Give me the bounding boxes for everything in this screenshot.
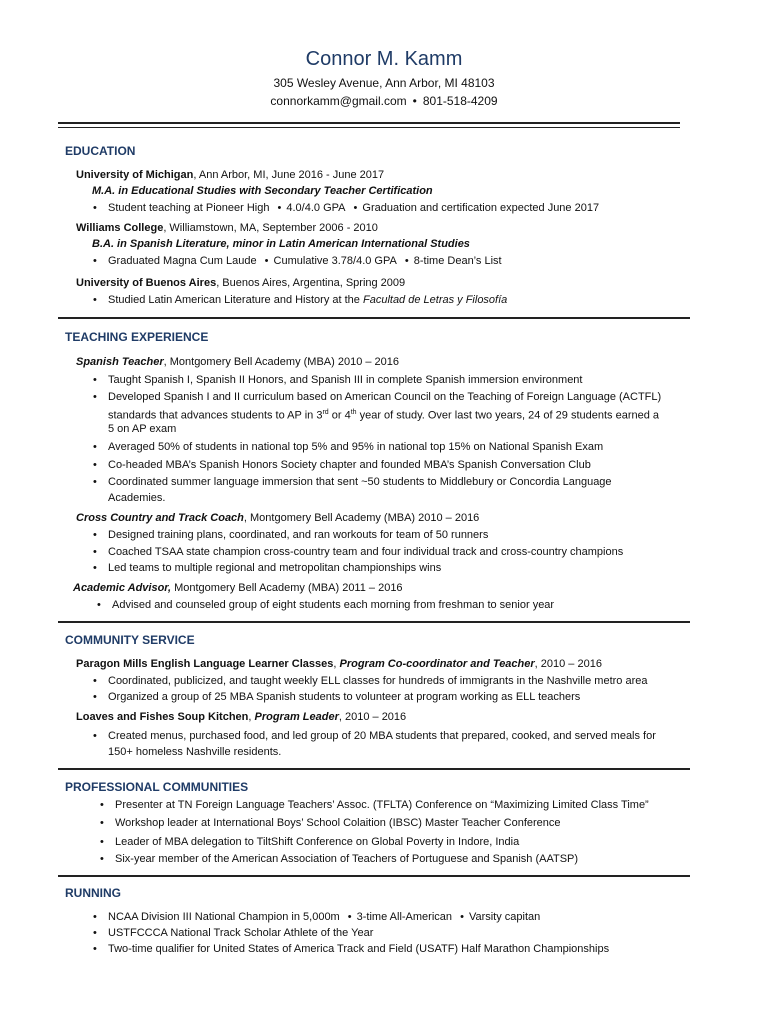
running-bullet: • NCAA Division III National Champion in 5,000m • 3-time All-American • Varsity capitan [108,910,540,924]
professional-bullet: • Workshop leader at International Boys’ School Colaition (IBSC) Master Teacher Conference [115,816,561,830]
edu-umich-degree: M.A. in Educational Studies with Secondary Teacher Certification [92,185,433,197]
running-bullet: • Two-time qualifier for United States of America Track and Field (USATF) Half Marathon Championships [108,942,609,956]
professional-bullet: • Leader of MBA delegation to TiltShift Conference on Global Poverty in Indore, India [115,835,519,849]
running-bullet: • USTFCCCA National Track Scholar Athlete of the Year [108,926,373,940]
section-divider [58,875,690,877]
edu-williams: Williams College, Williamstown, MA, September 2006 - 2010 [76,222,378,234]
phone: 801-518-4209 [422,94,498,108]
section-divider [58,317,690,319]
coach-bullet: • Coached TSAA state champion cross-country team and four individual track and cross-country champions [108,545,623,559]
email: connorkamm@gmail.com [270,94,407,108]
teaching-bullet: • Coordinated summer language immersion that sent ~50 students to Middlebury or Concordia Language [108,475,612,489]
section-divider [58,768,690,770]
service-loaves: Loaves and Fishes Soup Kitchen, Program Leader, 2010 – 2016 [76,711,407,723]
section-divider [58,621,690,623]
service-bullet: • Created menus, purchased food, and led group of 20 MBA students that prepared, cooked, and served meals for [108,729,656,743]
service-bullet: • Coordinated, publicized, and taught weekly ELL classes for hundreds of immigrants in the Nashville metro area [108,674,648,688]
coach-bullet: • Led teams to multiple regional and metropolitan championships wins [108,561,441,575]
job-spanish-teacher: Spanish Teacher, Montgomery Bell Academy (MBA) 2010 – 2016 [76,356,400,368]
edu-umich: University of Michigan, Ann Arbor, MI, June 2016 - June 2017 [76,169,385,181]
address: 305 Wesley Avenue, Ann Arbor, MI 48103 [273,76,495,90]
section-heading-running: RUNNING [65,886,121,900]
service-paragon: Paragon Mills English Language Learner Classes, Program Co-coordinator and Teacher, 2010 – 2016 [76,658,602,670]
section-heading-education: EDUCATION [65,144,136,158]
service-bullet: • Organized a group of 25 MBA Spanish students to volunteer at program working as ELL teachers [108,690,580,704]
teaching-bullet: • Co-headed MBA’s Spanish Honors Society chapter and founded MBA’s Spanish Conversation Club [108,458,591,472]
edu-williams-bullets: • Graduated Magna Cum Laude • Cumulative 3.78/4.0 GPA • 8-time Dean’s List [108,254,502,268]
contact-line [0,94,768,108]
edu-buenos-bullet: • Studied Latin American Literature and History at the Facultad de Letras y Filosofía [108,293,507,307]
teaching-bullet-cont: standards that advances students to AP in 3rd or 4th year of study. Over last two years, 24 of 29 students earned a [108,409,660,422]
edu-williams-degree: B.A. in Spanish Literature, minor in Latin American International Studies [92,238,470,250]
teaching-bullet: • Averaged 50% of students in national top 5% and 95% in national top 15% on National Spanish Exam [108,440,603,454]
edu-buenos-aires: University of Buenos Aires, Buenos Aires, Argentina, Spring 2009 [76,277,406,289]
section-heading-teaching: TEACHING EXPERIENCE [65,330,209,344]
service-bullet-cont: 150+ homeless Nashville residents. [108,746,282,758]
professional-bullet: • Six-year member of the American Association of Teachers of Portuguese and Spanish (AATSP) [115,852,578,866]
teaching-bullet: • Developed Spanish I and II curriculum based on American Council on the Teaching of Foreign Language (ACTFL) [108,390,661,404]
teaching-bullet: • Taught Spanish I, Spanish II Honors, and Spanish III in complete Spanish immersion environment [108,373,582,387]
separator-dot: • [412,94,417,108]
coach-bullet: • Designed training plans, coordinated, and ran workouts for team of 50 runners [108,528,488,542]
teaching-bullet-cont: 5 on AP exam [108,423,177,435]
job-coach: Cross Country and Track Coach, Montgomery Bell Academy (MBA) 2010 – 2016 [76,512,480,524]
section-heading-community: COMMUNITY SERVICE [65,633,195,647]
edu-umich-bullets: • Student teaching at Pioneer High • 4.0/4.0 GPA • Graduation and certification expected June 2017 [108,201,599,215]
teaching-bullet-cont: Academies. [108,492,166,504]
header-divider [58,122,680,128]
professional-bullet: • Presenter at TN Foreign Language Teachers’ Assoc. (TFLTA) Conference on “Maximizing Limited Class Time” [115,798,649,812]
job-advisor: Academic Advisor, Montgomery Bell Academy (MBA) 2011 – 2016 [73,582,403,594]
section-heading-professional: PROFESSIONAL COMMUNITIES [65,780,249,794]
candidate-name: Connor M. Kamm [305,48,463,70]
advisor-bullet: • Advised and counseled group of eight students each morning from freshman to senior year [112,598,554,612]
